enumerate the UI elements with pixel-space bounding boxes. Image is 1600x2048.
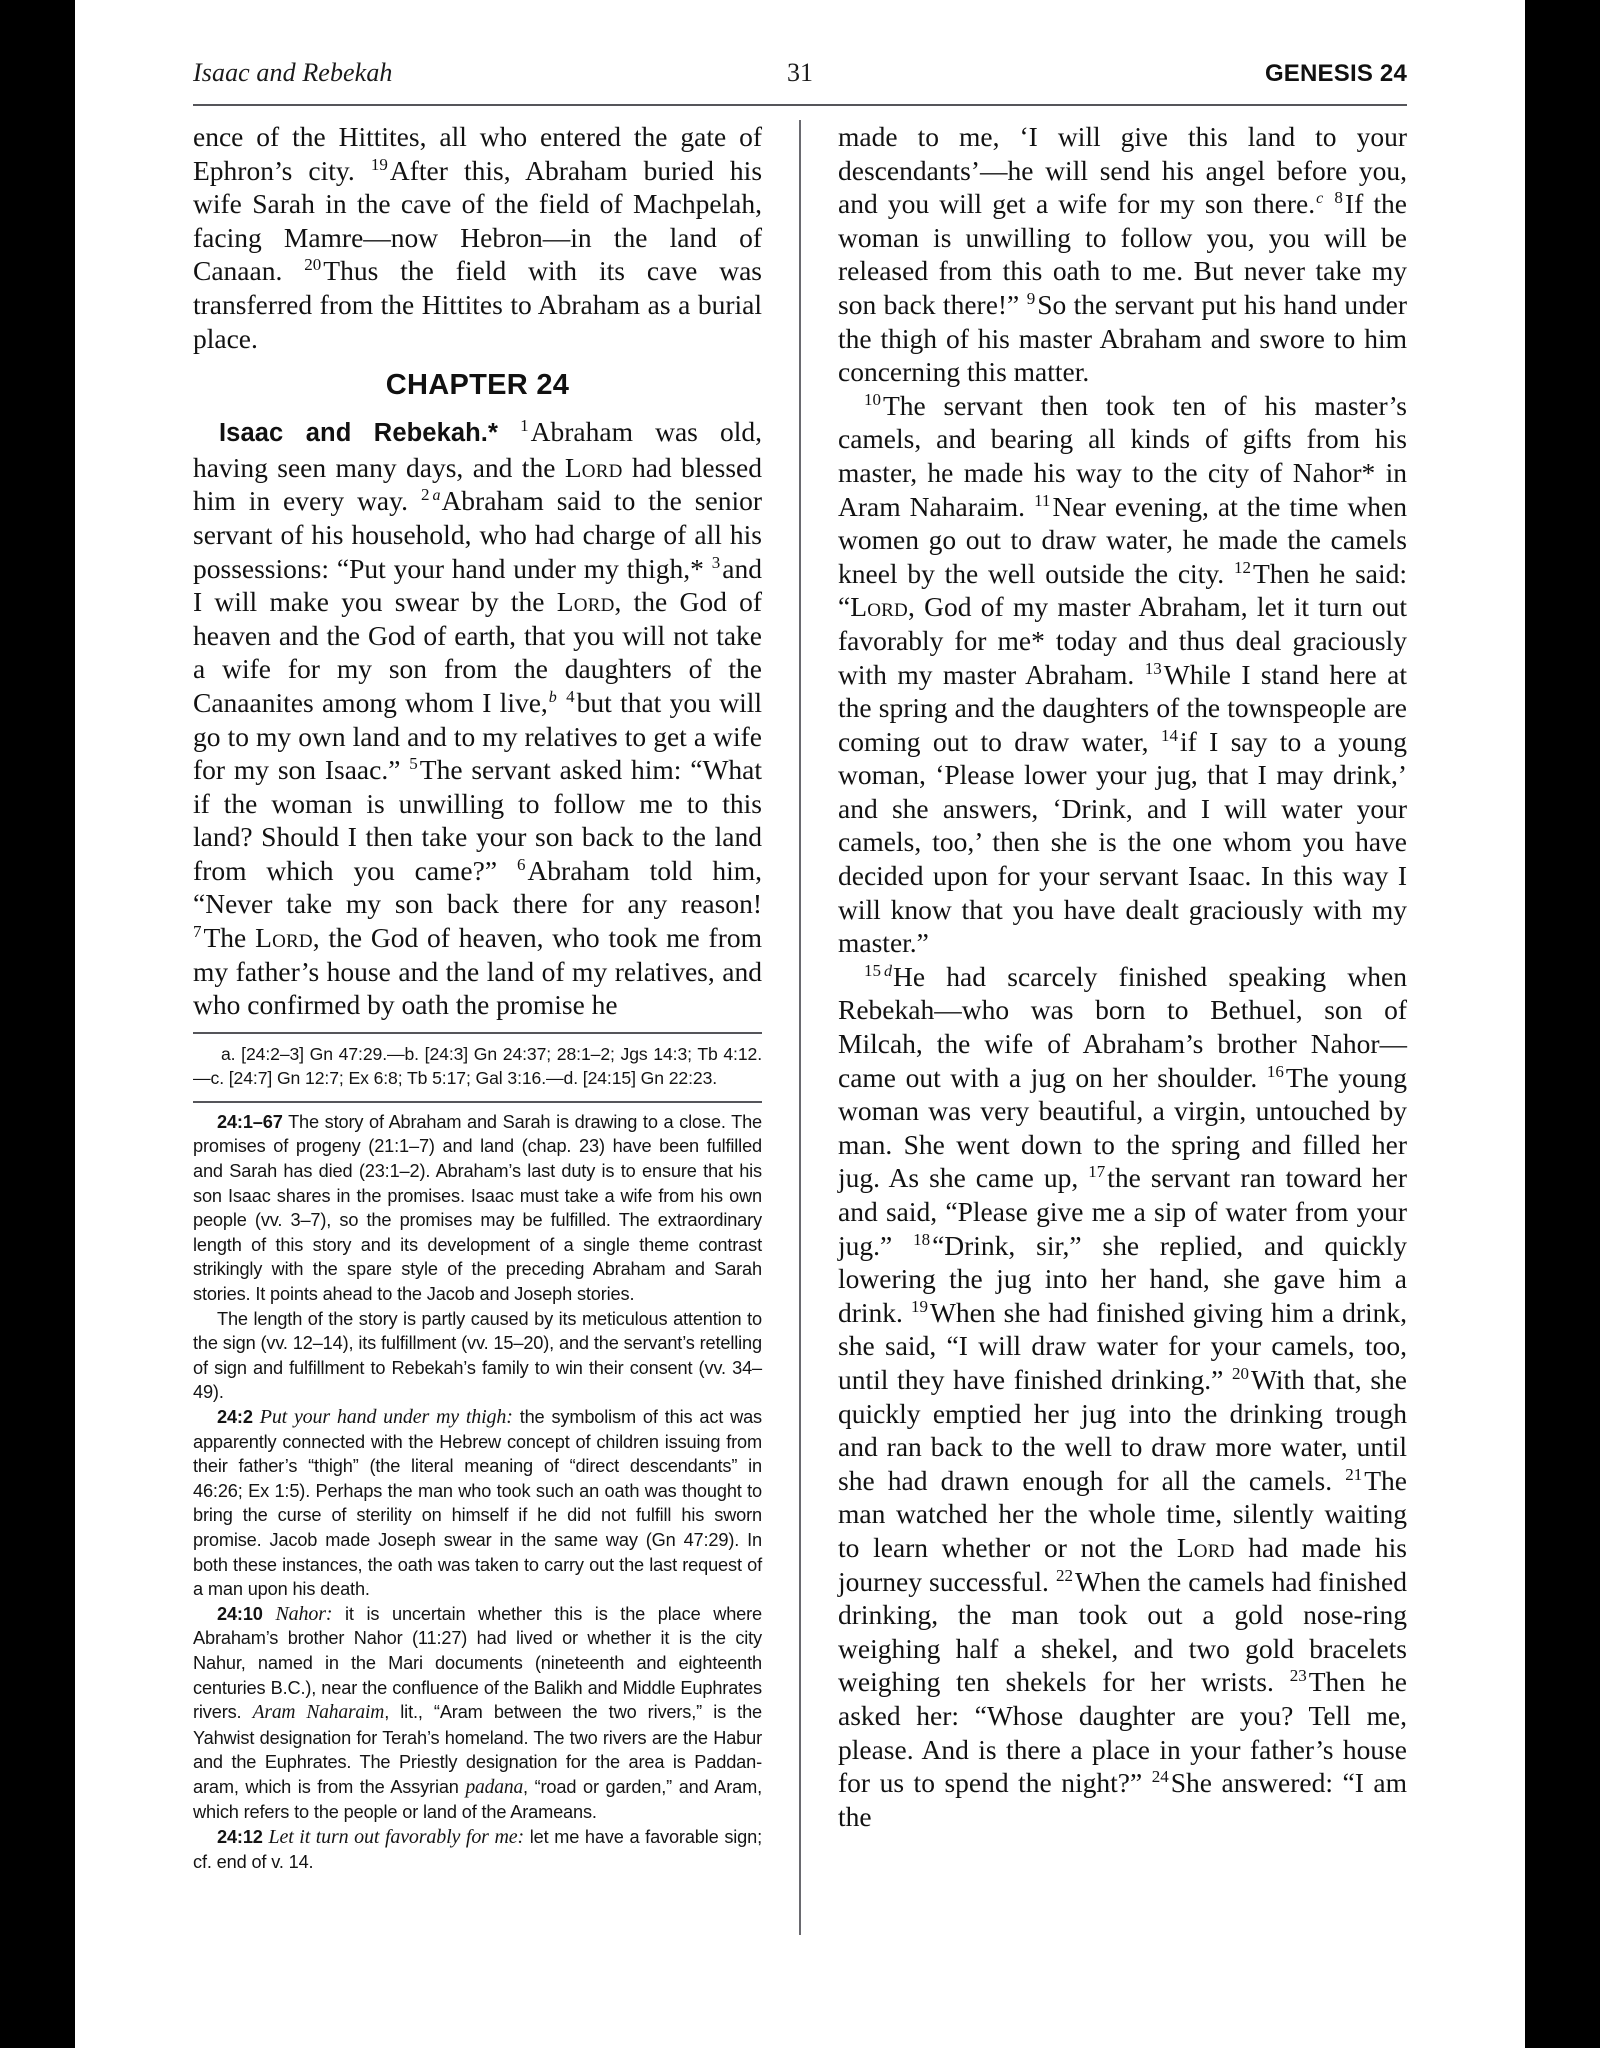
verse-17-text: the servant ran toward her and said, “Please give me a sip of water from your jug.” xyxy=(838,1162,1407,1261)
commentary-lemma: Let it turn out favorably for me: xyxy=(268,1826,525,1849)
divine-name-lord: Lord xyxy=(564,451,623,483)
verse-21-text-b: had made his journey successful. xyxy=(838,1531,1408,1597)
verse-number-8: 8 xyxy=(1334,188,1343,208)
page-number: 31 xyxy=(787,58,813,87)
verse-number-20: 20 xyxy=(1231,1363,1249,1383)
verse-number-13: 13 xyxy=(1144,658,1162,678)
right-column xyxy=(832,120,1407,1833)
verse-number-20: 20 xyxy=(304,255,322,275)
verse-7-text-a: The xyxy=(203,922,247,954)
header-divider-rule xyxy=(193,104,1407,106)
verse-23-text: Then he asked her: “Whose daughter are you? Tell me, please. And is there a place in your father’s house for us to spend the night?” xyxy=(838,1666,1408,1799)
verse-number-23: 23 xyxy=(1289,1666,1307,1686)
crossreference-text: a. [24:2–3] Gn 47:29.—b. [24:3] Gn 24:37; 28:1–2; Jgs 14:3; Tb 4:12.—c. [24:7] Gn 12:7; Ex 6:8; Tb 5:17; Gal 3:16.—d. [24:15] Gn 22:23. xyxy=(193,1043,762,1089)
verse-7-text-b: , the God of heaven, who took me from my father’s house and the land of my relatives, and who confirmed by oath the promise he xyxy=(193,922,762,1021)
verse-number-24: 24 xyxy=(1151,1767,1169,1787)
verse-2-text: Abraham said to the senior servant of his household, who had charge of all his possessions: “Put your hand under my thigh,* xyxy=(193,485,763,584)
verse-19-text: After this, Abraham buried his wife Sarah in the cave of the field of Machpelah, facing Mamre—now Hebron—in the land of Canaan. xyxy=(193,154,763,287)
crossref-marker-c: c xyxy=(1316,190,1324,208)
verse-number-17: 17 xyxy=(1088,1162,1106,1182)
commentary-text: it is uncertain whether this is the place where Abraham’s brother Nahor (11:27) had lived or whether it is the city Nahur, named in the Mari documents (nineteenth and eighteenth centuries B.C.), near the confluence of the Balikh and Middle Euphrates rivers. xyxy=(193,1603,762,1723)
verse-3-text-a: and I will make you swear by the xyxy=(193,552,762,618)
verse-1-text-cont: had blessed him in every way. xyxy=(193,451,763,517)
commentary-ref: 24:10 xyxy=(217,1603,263,1624)
section-title: Isaac and Rebekah.* xyxy=(219,419,499,448)
divine-name-lord: Lord xyxy=(556,586,615,618)
verse-11-text: Near evening, at the time when women go out to draw water, he made the camels kneel by the well outside the city. xyxy=(838,490,1408,589)
verse-18-continuation: ence of the Hittites, all who entered the gate of Ephron’s city. xyxy=(193,121,762,186)
crossreference-block xyxy=(193,1042,762,1091)
verse-6-text: Abraham told him, “Never take my son back there for any reason! xyxy=(193,854,762,920)
divine-name-lord: Lord xyxy=(850,591,908,623)
verse-7-continuation: made to me, ‘I will give this land to your descendants’—he will send his angel before you, and you will get a wife for my son there. xyxy=(838,121,1407,220)
crossref-marker-b: b xyxy=(548,688,557,706)
verse-number-16: 16 xyxy=(1266,1061,1284,1081)
commentary-text-end: , “road or garden,” and Aram, which refers to the people or land of the Arameans. xyxy=(193,1776,763,1823)
verse-paragraph-7-9 xyxy=(838,120,1407,389)
commentary-italic-term: padana xyxy=(465,1776,524,1798)
verse-22-text: When the camels had finished drinking, the man took out a gold nose-ring weighing half a shekel, and two gold bracelets weighing ten shekels for her wrists. xyxy=(838,1565,1407,1698)
chapter-24-scripture-block xyxy=(193,415,762,1022)
verse-number-5: 5 xyxy=(409,754,418,774)
crossrefs-top-rule xyxy=(193,1032,762,1034)
verse-number-2: 2 xyxy=(420,485,430,505)
commentary-ref: 24:1–67 xyxy=(217,1111,283,1132)
commentary-top-rule xyxy=(193,1101,762,1103)
crossref-marker-a: a xyxy=(432,487,441,505)
verse-3-text-b: , the God of heaven and the God of earth, that you will not take a wife for my son from the daughters of the Canaanites among whom I live, xyxy=(193,586,763,718)
right-scripture-block xyxy=(838,120,1407,1833)
verse-21-text-a: The man watched her the whole time, silently waiting to learn whether or not the xyxy=(838,1464,1408,1563)
commentary-note xyxy=(193,1110,762,1307)
commentary-block xyxy=(193,1110,762,1874)
verse-4-text: but that you will go to my own land and to my relatives to get a wife for my son Isaac.” xyxy=(193,686,762,786)
commentary-lemma: Nahor: xyxy=(275,1602,333,1625)
verse-24-text: She answered: “I am the xyxy=(838,1767,1408,1832)
verse-15-text: He had scarcely finished speaking when Rebekah—who was born to Bethuel, son of Milcah, the wife of Abraham’s brother Nahor—came out with a jug on her shoulder. xyxy=(838,960,1407,1093)
column-divider xyxy=(768,120,832,1935)
verse-number-9: 9 xyxy=(1026,288,1036,308)
verse-number-10: 10 xyxy=(864,389,881,409)
commentary-ref: 24:2 xyxy=(217,1406,253,1427)
verse-paragraph-1-7 xyxy=(193,415,762,1022)
verse-10-text: The servant then took ten of his master’s camels, and bearing all kinds of gifts from his master, he made his way to the city of Nahor* in Aram Naharaim. xyxy=(838,389,1407,522)
verse-number-7: 7 xyxy=(193,922,202,942)
running-head-right-title: GENESIS 24 xyxy=(1264,60,1407,87)
verse-13-text: While I stand here at the spring and the daughters of the townspeople are coming out to draw water, xyxy=(838,658,1408,757)
commentary-note xyxy=(193,1602,762,1825)
two-column-body xyxy=(193,120,1407,1935)
verse-12-text-b: , God of my master Abraham, let it turn out favorably for me* today and thus deal graciously with my master Abraham. xyxy=(838,591,1407,690)
commentary-italic-term: Aram Naharaim xyxy=(252,1702,385,1724)
verse-number-19: 19 xyxy=(370,154,388,174)
verse-14-text: if I say to a young woman, ‘Please lower your jug, that I may drink,’ and she answers, ‘Drink, and I will water your camels, too,’ then she is the one whom you have decided upon for your servant Isaac. In this way I will know that you have dealt graciously with my master.” xyxy=(838,725,1407,959)
divine-name-lord: Lord xyxy=(255,922,313,954)
commentary-lemma: Put your hand under my thigh: xyxy=(259,1405,513,1428)
commentary-text: The length of the story is partly caused by its meticulous attention to the sign (vv. 12–14), its fulfillment (vv. 15–20), and the servant’s retelling of sign and fulfillment to Rebekah’s family to win their consent (vv. 34–49). xyxy=(193,1308,762,1403)
chapter-heading: CHAPTER 24 xyxy=(385,369,570,402)
verse-number-15: 15 xyxy=(864,960,881,980)
verse-number-19: 19 xyxy=(910,1296,928,1316)
verse-number-21: 21 xyxy=(1345,1464,1363,1484)
commentary-note xyxy=(193,1307,762,1405)
verse-number-4: 4 xyxy=(566,686,575,706)
verse-number-6: 6 xyxy=(516,854,526,874)
verse-number-22: 22 xyxy=(1055,1565,1073,1585)
verse-number-1: 1 xyxy=(520,416,529,436)
running-head xyxy=(193,0,1407,98)
commentary-note xyxy=(193,1825,762,1874)
commentary-text-cont: , lit., “Aram between the two rivers,” is the Yahwist designation for Terah’s homeland. The two rivers are the Habur and the Euphrates. The Priestly designation for the area is Paddan-aram, which is from the Assyrian xyxy=(193,1702,763,1797)
crossref-marker-d: d xyxy=(884,962,892,980)
running-head-left-title: Isaac and Rebekah xyxy=(193,58,393,87)
verse-20-text: Thus the field with its cave was transferred from the Hittites to Abraham as a burial place. xyxy=(193,255,763,354)
verse-20-text: With that, she quickly emptied her jug into the drinking trough and ran back to the well to draw more water, until she had drawn enough for all the camels. xyxy=(838,1363,1408,1496)
left-scripture-block xyxy=(193,120,762,355)
verse-paragraph-10-14 xyxy=(838,389,1407,960)
verse-5-text: The servant asked him: “What if the woman is unwilling to follow me to this land? Should I then take your son back to the land from which you came?” xyxy=(193,754,763,886)
commentary-ref: 24:12 xyxy=(217,1827,263,1848)
verse-number-12: 12 xyxy=(1234,557,1251,577)
left-column xyxy=(193,120,768,1874)
verse-number-11: 11 xyxy=(1034,490,1051,510)
verse-19-text: When she had finished giving him a drink, she said, “I will draw water for your camels, too, until they have finished drinking.” xyxy=(838,1296,1407,1395)
verse-8-text: If the woman is unwilling to follow you, you will be released from this oath to me. But never take my son back there!” xyxy=(838,188,1407,320)
commentary-text: The story of Abraham and Sarah is drawing to a close. The promises of progeny (21:1–7) and land (chap. 23) have been fulfilled and Sarah has died (23:1–2). Abraham’s last duty is to ensure that his son Isaac shares in the promises. Isaac must take a wife from his own people (vv. 3–7), so the promises may be fulfilled. The extraordinary length of this story and its development of a single theme contrast strikingly with the spare style of the preceding Abraham and Sarah stories. It points ahead to the Jacob and Joseph stories. xyxy=(193,1111,763,1304)
verse-16-text: The young woman was very beautiful, a virgin, untouched by man. She went down to the spring and filled her jug. As she came up, xyxy=(838,1061,1407,1194)
document-page xyxy=(75,0,1525,2048)
commentary-text: let me have a favorable sign; cf. end of v. 14. xyxy=(193,1827,763,1872)
verse-number-18: 18 xyxy=(913,1229,931,1249)
commentary-text: the symbolism of this act was apparently connected with the Hebrew concept of children issuing from their father’s “thigh” (the literal meaning of “direct descendants” in 46:26; Ex 1:5). Perhaps the man who took such an oath was thought to bring the curse of sterility on himself if he did not fulfill his sworn promise. Jacob made Joseph swear in the same way (Gn 47:29). In both these instances, the oath was taken to carry out the last request of a man upon his death. xyxy=(193,1406,763,1600)
verse-paragraph-18-20 xyxy=(193,120,762,355)
verse-1-text: Abraham was old, having seen many days, and the xyxy=(193,416,762,483)
verse-number-3: 3 xyxy=(711,552,721,572)
divine-name-lord: Lord xyxy=(1176,1531,1235,1563)
verse-9-text: So the servant put his hand under the thigh of his master Abraham and swore to him concerning this matter. xyxy=(838,288,1408,388)
commentary-note xyxy=(193,1405,762,1602)
verse-number-14: 14 xyxy=(1160,725,1178,745)
verse-paragraph-15-24 xyxy=(838,960,1407,1833)
verse-12-text-a: Then he said: “ xyxy=(838,557,1408,623)
verse-18-text: “Drink, sir,” she replied, and quickly lowering the jug into her hand, she gave him a drink. xyxy=(838,1229,1407,1328)
